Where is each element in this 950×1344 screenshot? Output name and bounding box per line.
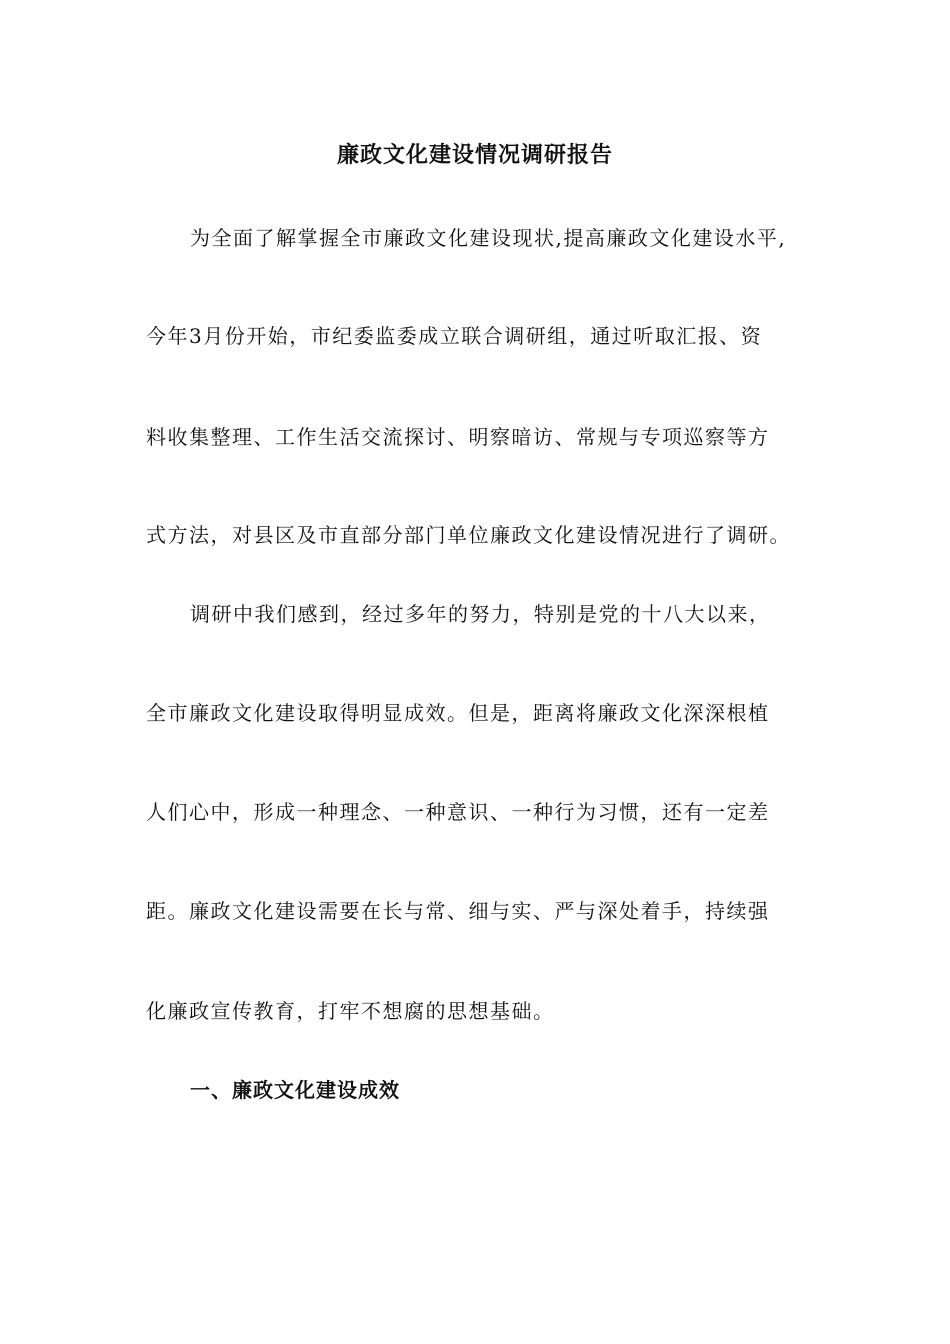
paragraph-line: 全市廉政文化建设取得明显成效。但是，距离将廉政文化深深根植 <box>146 701 770 725</box>
paragraph-line: 今年3月份开始，市纪委监委成立联合调研组，通过听取汇报、资 <box>146 324 763 348</box>
paragraph-line: 为全面了解掌握全市廉政文化建设现状,提高廉政文化建设水平, <box>190 226 787 250</box>
paragraph-line: 料收集整理、工作生活交流探讨、明察暗访、常规与专项巡察等方 <box>146 425 770 449</box>
paragraph-line: 调研中我们感到，经过多年的努力，特别是党的十八大以来， <box>190 602 771 626</box>
paragraph-line: 人们心中，形成一种理念、一种意识、一种行为习惯，还有一定差 <box>146 800 770 824</box>
paragraph-line: 化廉政宣传教育，打牢不想腐的思想基础。 <box>146 999 555 1023</box>
paragraph-line: 距。廉政文化建设需要在长与常、细与实、严与深处着手，持续强 <box>146 899 770 923</box>
document-title: 廉政文化建设情况调研报告 <box>336 142 613 168</box>
section-heading: 一、廉政文化建设成效 <box>190 1078 400 1102</box>
paragraph-line: 式方法，对县区及市直部分部门单位廉政文化建设情况进行了调研。 <box>146 523 791 547</box>
